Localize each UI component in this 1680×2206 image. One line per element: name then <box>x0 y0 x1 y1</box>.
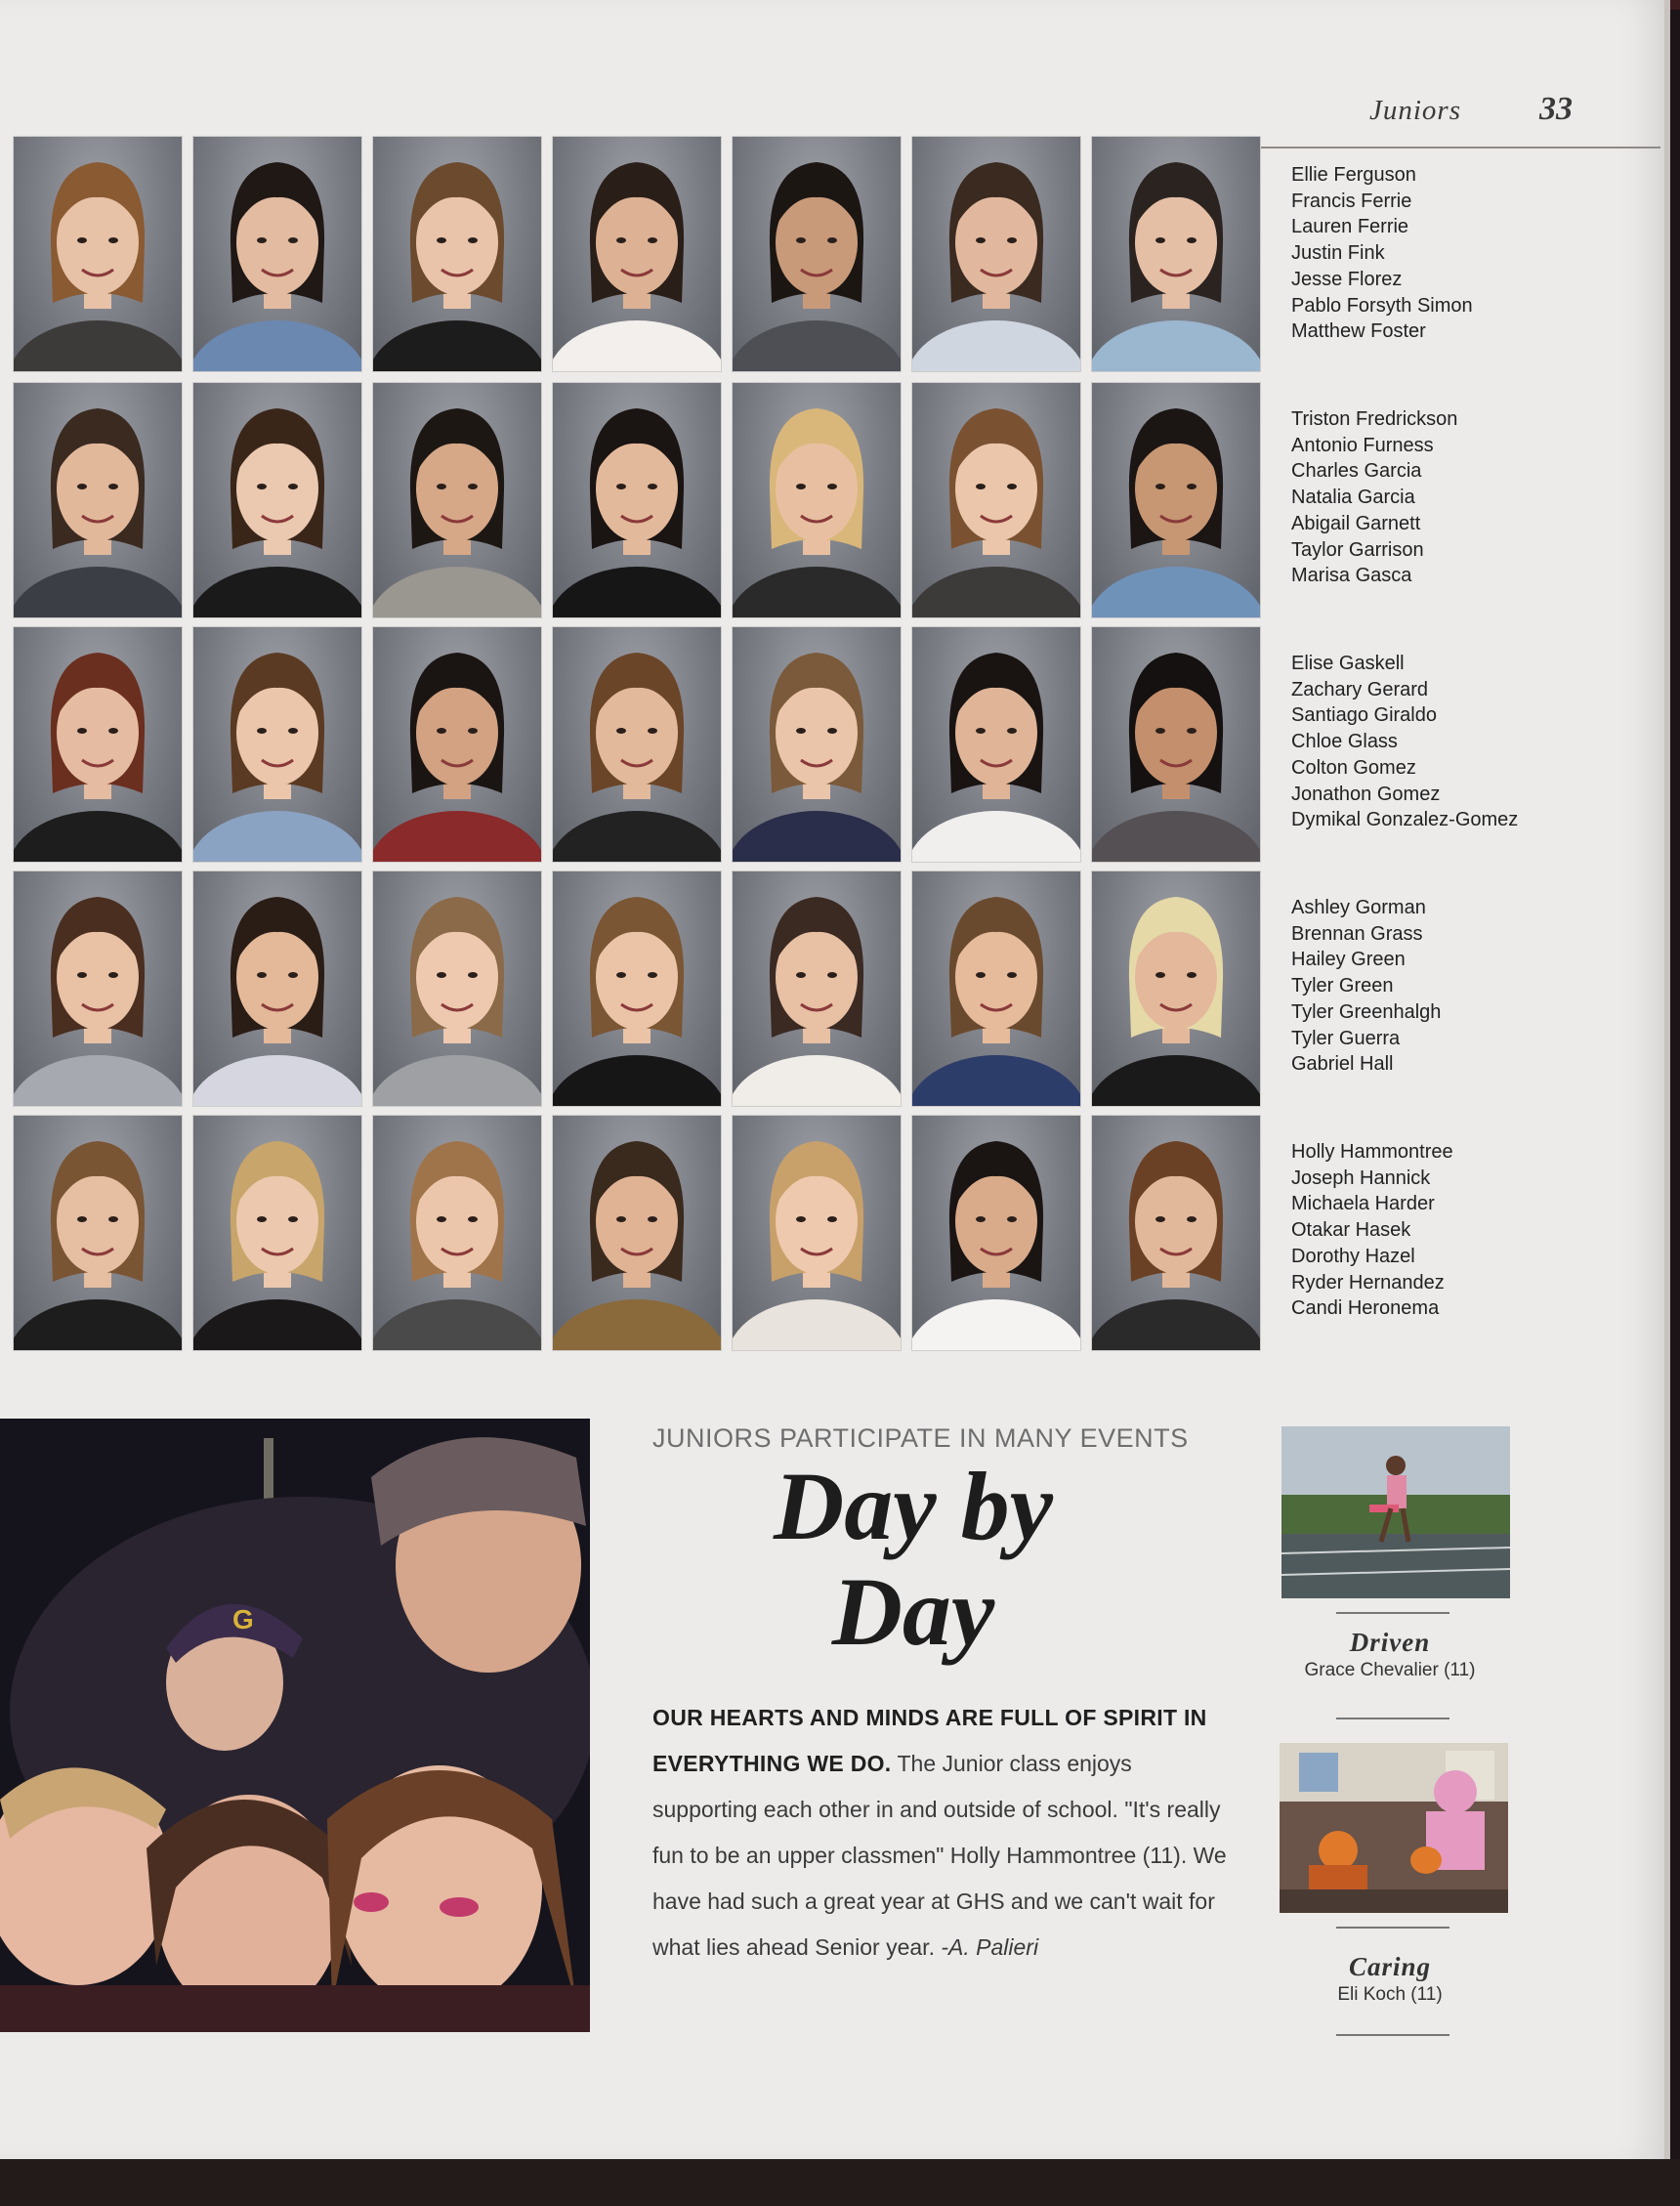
student-name: Jonathon Gomez <box>1291 783 1441 805</box>
name-list <box>1291 895 1441 1078</box>
portrait-illustration <box>1092 383 1260 617</box>
student-portrait <box>553 1116 721 1350</box>
student-portrait <box>1092 137 1260 371</box>
sidebar-rule <box>1336 1718 1449 1719</box>
name-list <box>1291 162 1473 345</box>
student-name: Michaela Harder <box>1291 1193 1435 1215</box>
student-portrait <box>1092 1116 1260 1350</box>
page-header <box>1369 91 1573 127</box>
caring-caption-title: Caring <box>1348 1952 1432 1981</box>
portrait-illustration <box>1092 137 1260 371</box>
student-portrait <box>912 627 1080 862</box>
portrait-illustration <box>553 1116 721 1350</box>
portrait-illustration <box>553 383 721 617</box>
portrait-illustration <box>14 137 182 371</box>
portrait-illustration <box>193 383 361 617</box>
student-portrait <box>733 137 901 371</box>
student-name: Tyler Guerra <box>1291 1027 1401 1049</box>
name-list <box>1291 651 1518 833</box>
crowd-photo <box>0 1419 590 2032</box>
student-name: Lauren Ferrie <box>1291 216 1409 238</box>
portrait-illustration <box>912 871 1080 1106</box>
portrait-illustration <box>912 1116 1080 1350</box>
student-name: Matthew Foster <box>1291 320 1426 343</box>
portrait-illustration <box>733 871 901 1106</box>
portrait-illustration <box>193 1116 361 1350</box>
story-byline: -A. Palieri <box>941 1934 1039 1960</box>
sidebar-rule <box>1336 1612 1449 1614</box>
student-name: Jesse Florez <box>1291 268 1403 290</box>
student-portrait <box>14 627 182 862</box>
student-name: Triston Fredrickson <box>1291 408 1458 430</box>
student-name: Joseph Hannick <box>1291 1167 1431 1189</box>
student-portrait <box>14 137 182 371</box>
portrait-illustration <box>193 137 361 371</box>
student-name: Natalia Garcia <box>1291 487 1415 509</box>
student-portrait <box>373 627 541 862</box>
portrait-illustration <box>912 383 1080 617</box>
story-lead: OUR HEARTS AND MINDS ARE FULL OF SPIRIT IN EVERYTHING WE DO. <box>652 1705 1207 1776</box>
portrait-illustration <box>553 871 721 1106</box>
bottom-binding-edge <box>0 2159 1680 2206</box>
headline-line-2: Day <box>831 1557 995 1666</box>
student-portrait <box>1092 871 1260 1106</box>
portrait-illustration <box>14 1116 182 1350</box>
student-name: Candi Heronema <box>1291 1297 1440 1320</box>
portrait-illustration <box>912 627 1080 862</box>
portrait-illustration <box>1092 627 1260 862</box>
student-name: Pablo Forsyth Simon <box>1291 294 1473 317</box>
student-name: Zachary Gerard <box>1291 678 1429 700</box>
student-portrait <box>193 627 361 862</box>
driven-caption-title: Driven <box>1349 1628 1431 1657</box>
student-portrait <box>733 627 901 862</box>
student-name: Tyler Green <box>1291 975 1394 997</box>
student-portrait <box>553 627 721 862</box>
feature-headline <box>684 1454 1143 1665</box>
student-portrait <box>1092 383 1260 617</box>
student-portrait <box>14 1116 182 1350</box>
portrait-illustration <box>1092 1116 1260 1350</box>
portrait-illustration <box>373 627 541 862</box>
student-name: Marisa Gasca <box>1291 565 1412 587</box>
crowd-photo-illustration <box>0 1419 590 2032</box>
student-name: Colton Gomez <box>1291 756 1416 779</box>
driven-photo <box>1281 1426 1510 1598</box>
student-name: Francis Ferrie <box>1291 190 1412 212</box>
portrait-illustration <box>733 627 901 862</box>
student-portrait <box>912 871 1080 1106</box>
student-portrait <box>553 383 721 617</box>
student-name: Tyler Greenhalgh <box>1291 1000 1442 1023</box>
caring-photo-illustration <box>1280 1743 1508 1913</box>
student-name: Santiago Giraldo <box>1291 704 1437 727</box>
portrait-illustration <box>14 871 182 1106</box>
student-name: Holly Hammontree <box>1291 1141 1453 1163</box>
name-list <box>1291 406 1457 589</box>
student-portrait <box>733 871 901 1106</box>
student-portrait <box>193 383 361 617</box>
student-name: Dorothy Hazel <box>1291 1245 1415 1267</box>
student-name: Antonio Furness <box>1291 434 1434 456</box>
student-portrait <box>733 383 901 617</box>
student-portrait <box>912 1116 1080 1350</box>
portrait-illustration <box>553 627 721 862</box>
driven-photo-illustration <box>1281 1426 1510 1598</box>
student-name: Elise Gaskell <box>1291 653 1405 674</box>
student-name: Ashley Gorman <box>1291 897 1426 918</box>
feature-kicker: JUNIORS PARTICIPATE IN MANY EVENTS <box>652 1423 1189 1453</box>
student-portrait <box>1092 627 1260 862</box>
caring-caption <box>1276 1952 1504 2006</box>
portrait-illustration <box>553 137 721 371</box>
student-name: Ellie Ferguson <box>1291 164 1416 186</box>
portrait-illustration <box>14 627 182 862</box>
student-portrait <box>373 871 541 1106</box>
caring-photo <box>1280 1743 1508 1913</box>
student-portrait <box>193 137 361 371</box>
header-rule <box>1260 147 1660 148</box>
page-number: 33 <box>1539 91 1573 127</box>
student-portrait <box>193 871 361 1106</box>
student-name: Charles Garcia <box>1291 460 1422 483</box>
student-portrait <box>193 1116 361 1350</box>
portrait-illustration <box>193 627 361 862</box>
student-portrait <box>912 383 1080 617</box>
sidebar-rule <box>1336 1927 1449 1929</box>
student-name: Ryder Hernandez <box>1291 1271 1445 1294</box>
portrait-illustration <box>373 137 541 371</box>
student-name: Dymikal Gonzalez-Gomez <box>1291 809 1519 831</box>
student-portrait <box>553 871 721 1106</box>
driven-caption-person: Grace Chevalier (11) <box>1304 1660 1476 1680</box>
portrait-illustration <box>373 1116 541 1350</box>
portrait-illustration <box>733 383 901 617</box>
student-name: Justin Fink <box>1291 242 1385 265</box>
portrait-illustration <box>373 871 541 1106</box>
portrait-illustration <box>1092 871 1260 1106</box>
student-portrait <box>912 137 1080 371</box>
sidebar-rule <box>1336 2034 1449 2036</box>
caring-caption-person: Eli Koch (11) <box>1337 1984 1443 2005</box>
svg-text:G: G <box>232 1604 254 1634</box>
student-name: Taylor Garrison <box>1291 538 1424 561</box>
portrait-illustration <box>733 1116 901 1350</box>
name-list <box>1291 1139 1453 1322</box>
student-name: Brennan Grass <box>1291 922 1423 945</box>
student-portrait <box>553 137 721 371</box>
student-name: Chloe Glass <box>1291 731 1398 753</box>
section-title: Juniors <box>1369 95 1461 126</box>
student-portrait <box>14 871 182 1106</box>
student-portrait <box>373 383 541 617</box>
portrait-illustration <box>373 383 541 617</box>
feature-story <box>652 1695 1239 1971</box>
student-name: Hailey Green <box>1291 949 1406 971</box>
student-name: Abigail Garnett <box>1291 512 1421 534</box>
student-portrait <box>733 1116 901 1350</box>
portrait-illustration <box>14 383 182 617</box>
story-body: The Junior class enjoys supporting each other in and outside of school. "It's really fun to be an upper classmen" Holly Hammontree (11). We have had such a great year at GHS and we can't wait for what lies ahead Senior year. <box>652 1751 1227 1960</box>
student-portrait <box>14 383 182 617</box>
student-name: Gabriel Hall <box>1291 1053 1394 1076</box>
student-portrait <box>373 137 541 371</box>
driven-caption <box>1276 1628 1504 1681</box>
portrait-illustration <box>193 871 361 1106</box>
student-name: Otakar Hasek <box>1291 1219 1411 1242</box>
student-portrait <box>373 1116 541 1350</box>
headline-line-1: Day by <box>774 1452 1053 1560</box>
portrait-illustration <box>733 137 901 371</box>
portrait-illustration <box>912 137 1080 371</box>
